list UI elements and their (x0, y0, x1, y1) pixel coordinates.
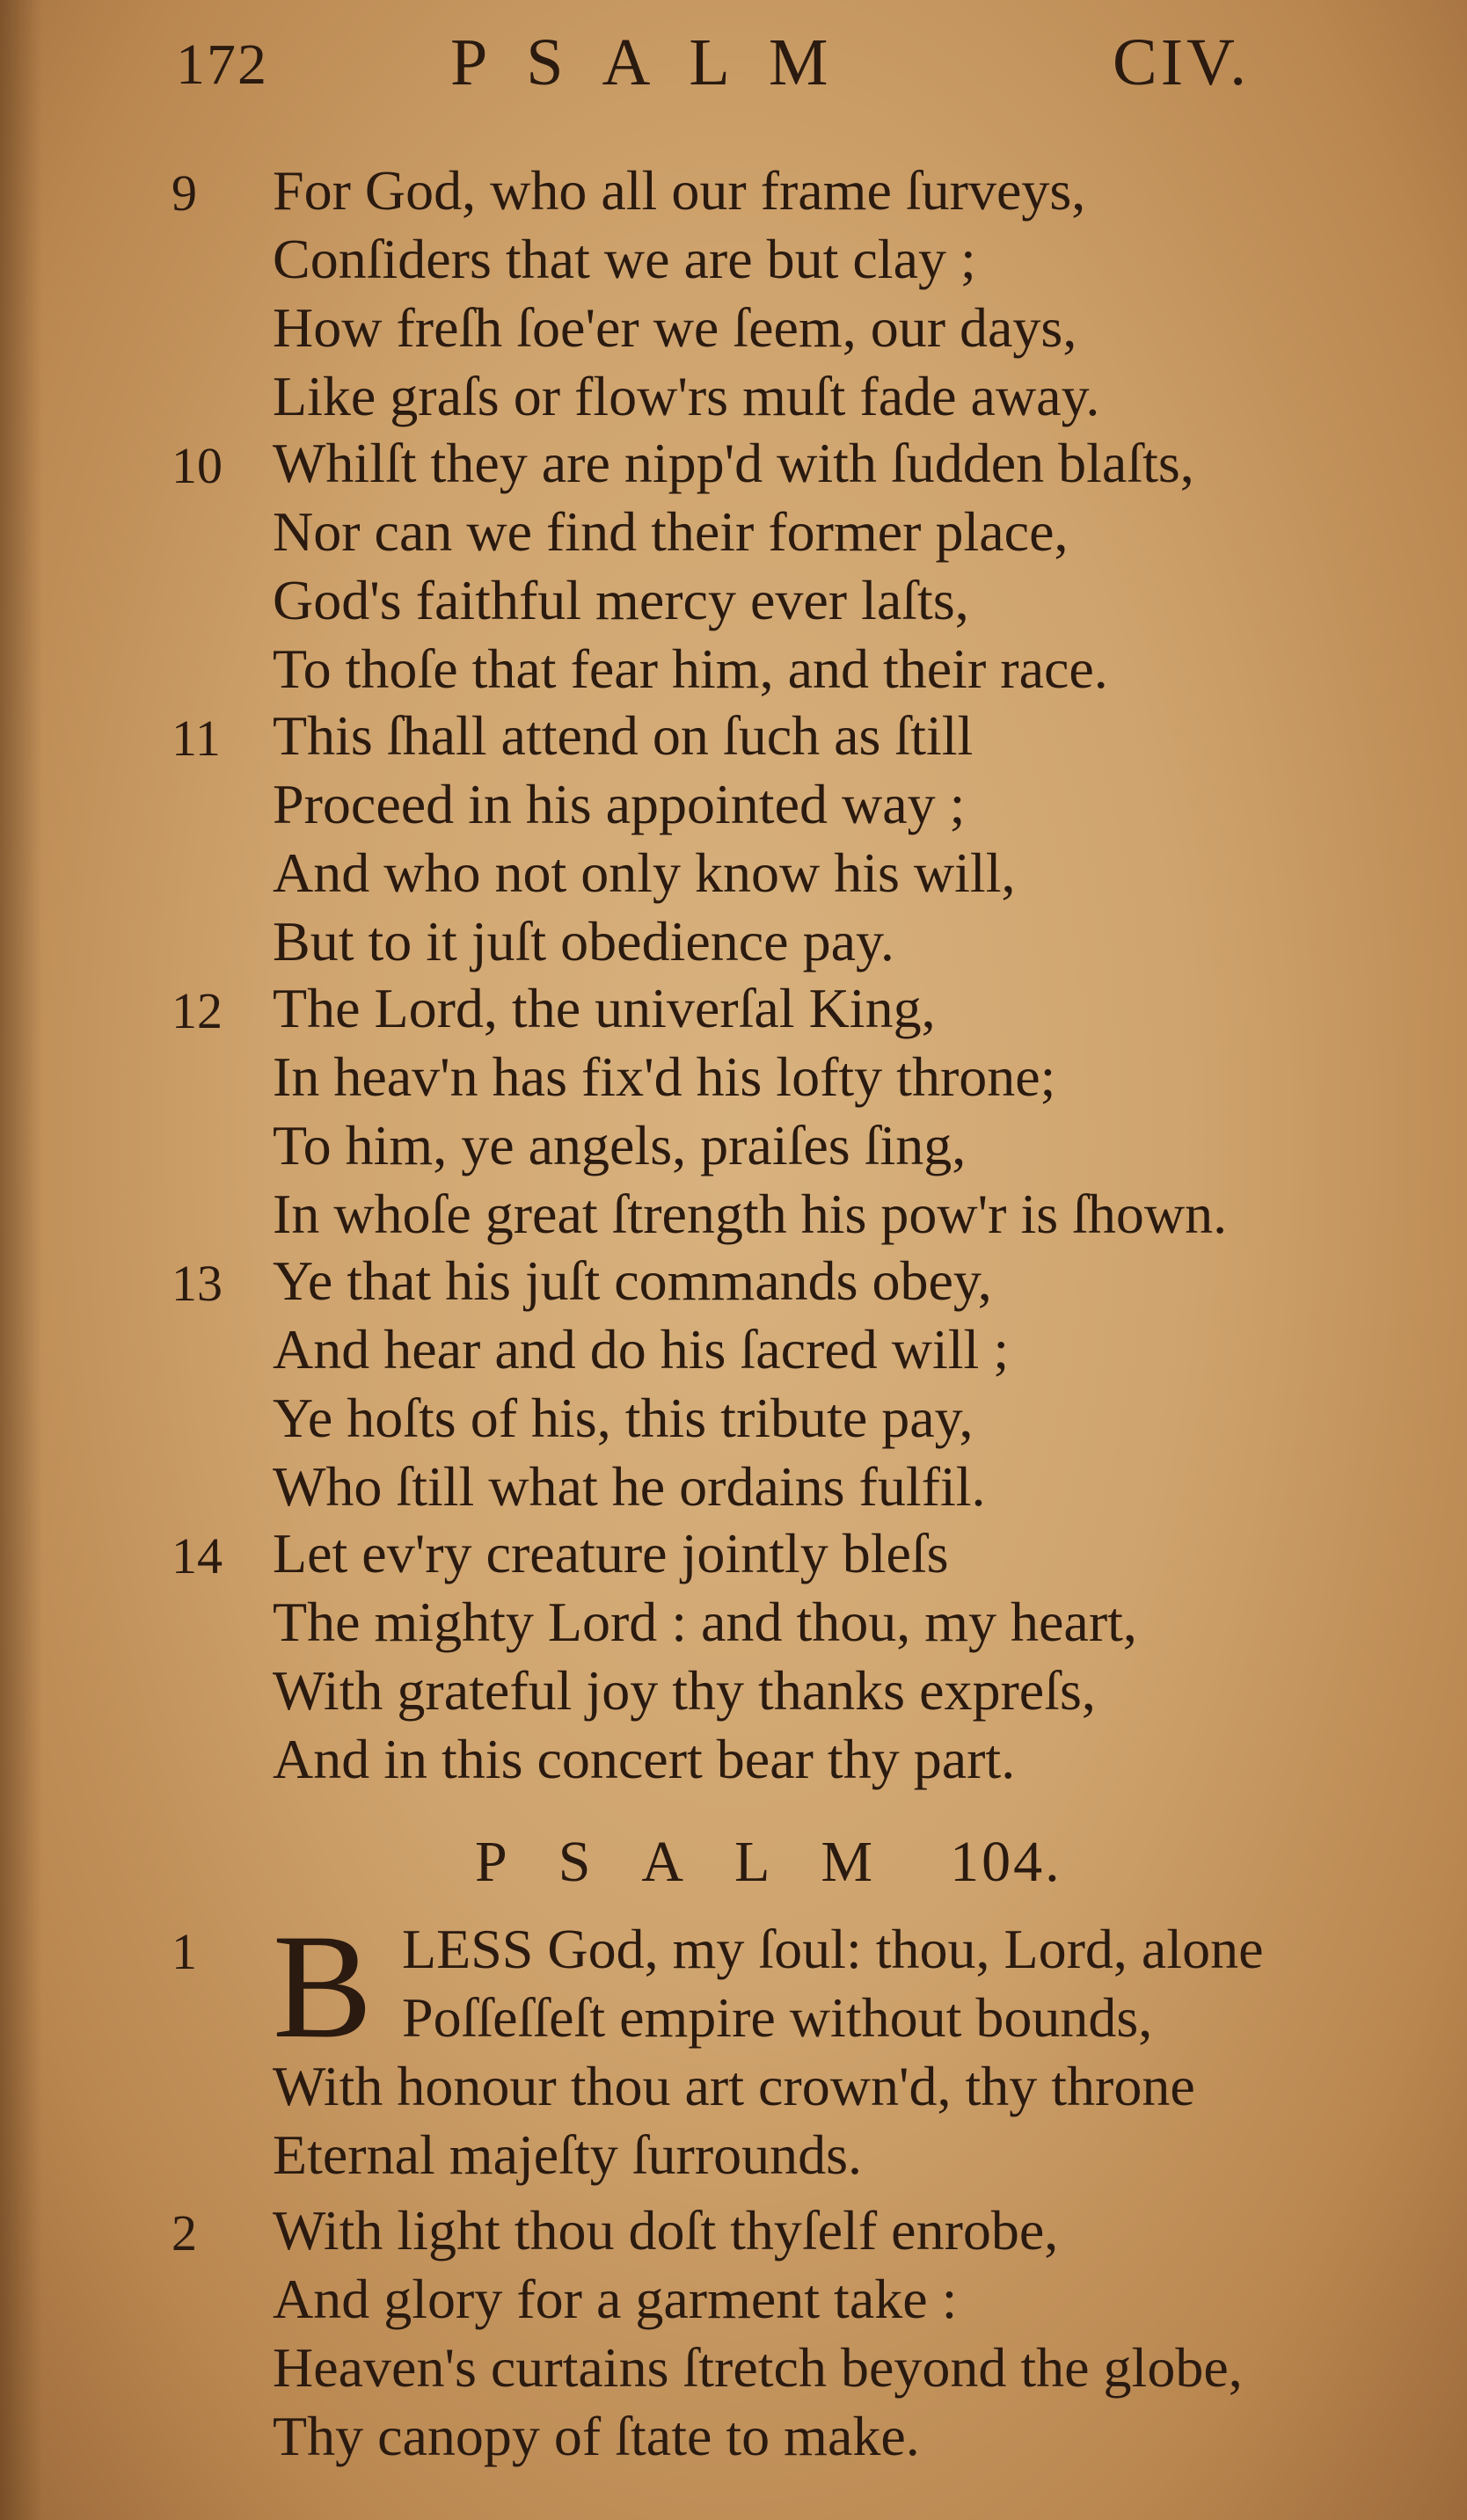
verse-line: In heav'n has fix'd his lofty throne; (273, 1045, 1056, 1108)
verse-line: In whoſe great ſtrength his pow'r is ſhown. (273, 1183, 1228, 1245)
verse-line: How freſh ſoe'er we ſeem, our days, (273, 296, 1077, 359)
stanza-10 (172, 429, 1385, 703)
verse-line: Ye that his juſt commands obey, (273, 1249, 992, 1312)
verse-line: Proceed in his appointed way ; (273, 773, 966, 835)
verse-line: Nor can we find their former place, (273, 500, 1069, 563)
verse-line: For God, who all our frame ſurveys, (273, 159, 1086, 222)
stanza-number: 1 (172, 1923, 197, 1980)
verse-line: Conſiders that we are but clay ; (273, 228, 976, 290)
psalm-heading-title: PSALM (475, 1830, 924, 1894)
running-head (176, 25, 1251, 121)
verse-line: LESS God, my ſoul: thou, Lord, alone (402, 1918, 1264, 1980)
verse-line: Poſſeſſeſt empire without bounds, (402, 1986, 1153, 2049)
drop-cap: B (273, 1904, 373, 2069)
verse-line: This ſhall attend on ſuch as ſtill (273, 704, 974, 767)
verse-line: Thy canopy of ſtate to make. (273, 2405, 920, 2467)
running-head-title: PSALM (450, 25, 867, 99)
stanza-9 (172, 157, 1385, 431)
page-number: 172 (176, 33, 268, 97)
verse-line: Like graſs or flow'rs muſt fade away. (273, 365, 1100, 427)
verse-line: To him, ye angels, praiſes ſing, (273, 1114, 967, 1176)
verse-line: And in this concert bear thy part. (273, 1728, 1016, 1790)
stanza-number: 12 (172, 982, 223, 1039)
verse-line: And glory for a garment take : (273, 2268, 958, 2330)
stanza-number: 9 (172, 164, 197, 222)
verse-line: And hear and do his ſacred will ; (273, 1318, 1010, 1380)
verse-line: Who ſtill what he ordains fulfil. (273, 1455, 986, 1518)
stanza-11 (172, 702, 1385, 976)
verse-line: With honour thou art crown'd, thy throne (273, 2055, 1195, 2117)
psalm-heading-number: 104. (950, 1830, 1062, 1894)
verse-line: Heaven's curtains ſtretch beyond the globe, (273, 2336, 1243, 2399)
stanza-number: 13 (172, 1255, 223, 1312)
psalm-heading (475, 1829, 1062, 1896)
page-gutter-shadow (0, 0, 42, 2520)
verse-line: Ye hoſts of his, this tribute pay, (273, 1387, 974, 1449)
verse-line: To thoſe that fear him, and their race. (273, 637, 1108, 700)
running-head-psalm-number: CIV. (1113, 25, 1251, 99)
verse-line: And who not only know his will, (273, 841, 1016, 904)
verse-line: Whilſt they are nipp'd with ſudden blaſts, (273, 432, 1194, 494)
stanza-14 (172, 1519, 1385, 1794)
stanza-number: 2 (172, 2204, 197, 2261)
verse-line: Let ev'ry creature jointly bleſs (273, 1522, 949, 1584)
verse-line: Eternal majeſty ſurrounds. (273, 2123, 863, 2186)
verse-line: God's faithful mercy ever laſts, (273, 569, 969, 631)
stanza-number: 14 (172, 1527, 223, 1584)
stanza-number: 10 (172, 437, 223, 494)
psalm-104-stanza-2 (172, 2196, 1385, 2471)
stanza-number: 11 (172, 710, 221, 767)
verse-line: With light thou doſt thyſelf enrobe, (273, 2199, 1059, 2261)
verse-line: With grateful joy thy thanks expreſs, (273, 1659, 1096, 1722)
verse-line: The Lord, the univerſal King, (273, 977, 936, 1039)
verse-line: The mighty Lord : and thou, my heart, (273, 1591, 1137, 1653)
verse-line: But to it juſt obedience pay. (273, 910, 894, 972)
stanza-12 (172, 974, 1385, 1249)
stanza-13 (172, 1247, 1385, 1521)
psalm-104-stanza-1 (172, 1904, 1385, 2189)
